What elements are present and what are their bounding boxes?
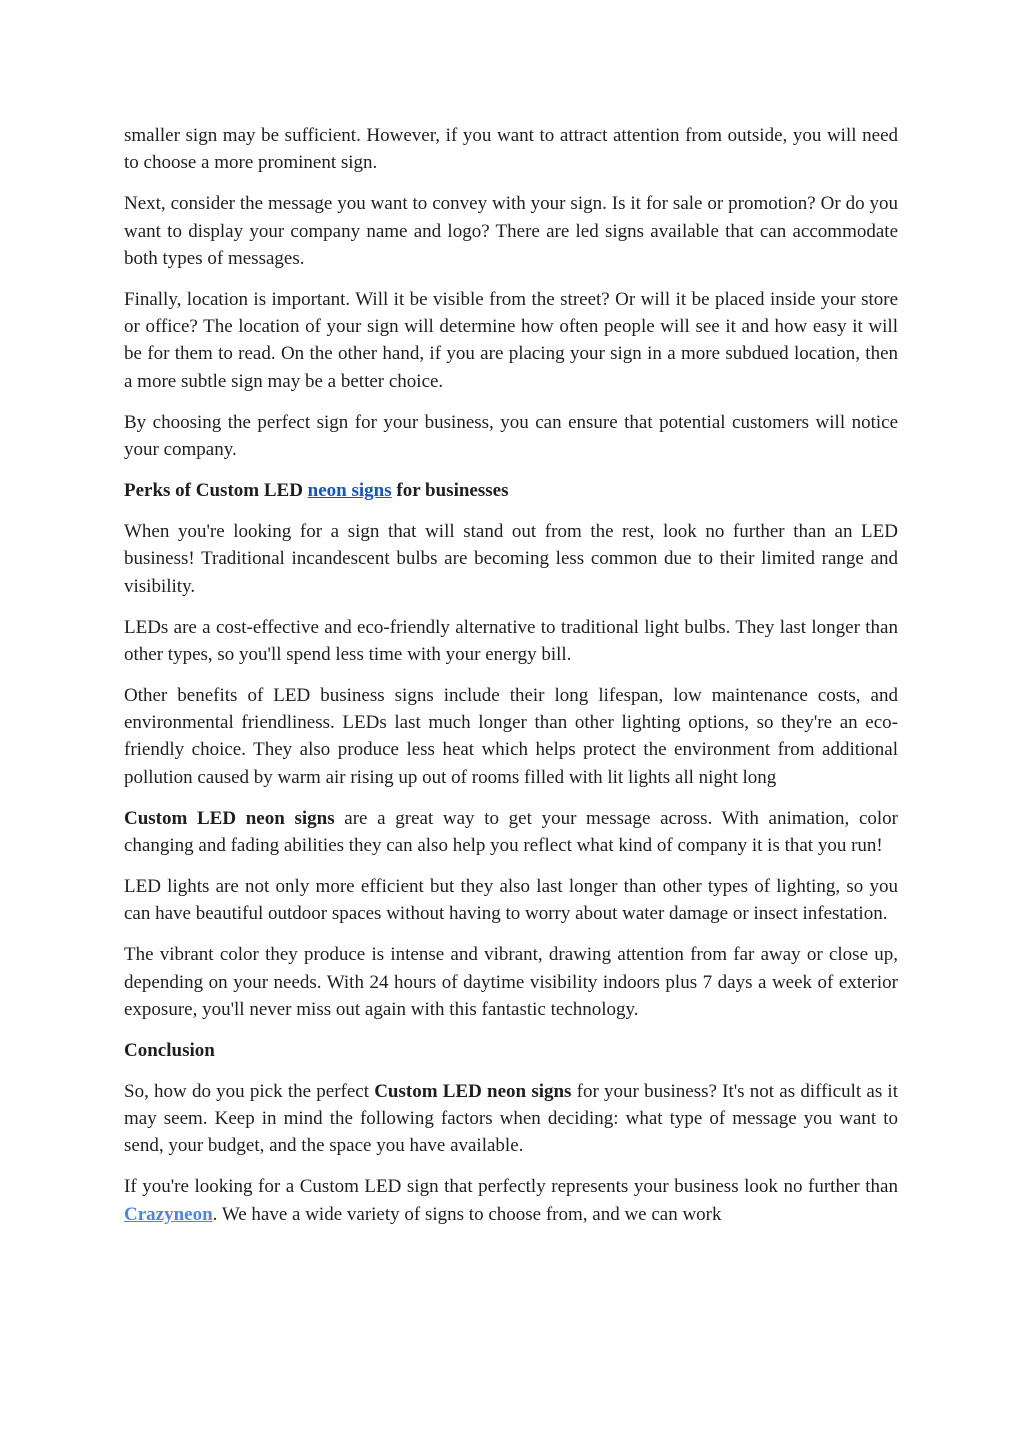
heading-perks-start: Perks of Custom LED	[124, 480, 308, 502]
heading-conclusion: Conclusion	[124, 1039, 215, 1061]
paragraph-efficient: LED lights are not only more efficient but they also last longer than other types of lighting, so you can have beautiful outdoor spaces without having to worry about water damage or insect infestation.	[124, 876, 898, 925]
pick-rest: for your business? It's not as difficult as it may seem. Keep in mind the following factors when deciding: what type of message you want to send, your budget, and the space you have available.	[124, 1080, 898, 1157]
heading-perks-end: for businesses	[391, 480, 509, 502]
heading-perks	[124, 477, 898, 504]
paragraph-choosing: By choosing the perfect sign for your business, you can ensure that potential customers will notice your company.	[124, 411, 898, 461]
document-body	[124, 122, 898, 1242]
paragraph-custom-led	[124, 805, 898, 860]
paragraph-cost-effective: LEDs are a cost-effective and eco-friendly alternative to traditional light bulbs. They last longer than other types, so you'll spend less time with your energy bill.	[124, 616, 898, 665]
crazyneon-link[interactable]: Crazyneon	[124, 1203, 213, 1225]
custom-led-bold: Custom LED neon signs	[124, 807, 335, 829]
paragraph-benefits: Other benefits of LED business signs include their long lifespan, low maintenance costs, and environmental friendliness. LEDs last much longer than other lighting options, so they're an eco-friendly choice. They also produce less heat which helps protect the environment from additional pollution caused by warm air rising up out of rooms filled with lit lights all night long	[124, 684, 898, 788]
pick-bold: Custom LED neon signs	[374, 1080, 572, 1102]
paragraph-stand-out: When you're looking for a sign that will stand out from the rest, look no further than an LED business! Traditional incandescent bulbs are becoming less common due to their limited range and visibility.	[124, 521, 898, 597]
paragraph-message: Next, consider the message you want to convey with your sign. Is it for sale or promotion? Or do you want to display your company name and logo? There are led signs available that can accommodate both types of messages.	[124, 193, 898, 269]
crazyneon-start: If you're looking for a Custom LED sign that perfectly represents your business look no further than	[124, 1176, 898, 1198]
paragraph-location: Finally, location is important. Will it be visible from the street? Or will it be placed inside your store or office? The location of your sign will determine how often people will see it and how easy it will be for them to read. On the other hand, if you are placing your sign in a more subdued location, then a more subtle sign may be a better choice.	[124, 288, 898, 392]
neon-signs-link[interactable]: neon signs	[307, 480, 392, 502]
paragraph-pick	[124, 1078, 898, 1160]
crazyneon-rest: . We have a wide variety of signs to choose from, and we can work	[212, 1203, 722, 1225]
paragraph-vibrant: The vibrant color they produce is intense and vibrant, drawing attention from far away or close up, depending on your needs. With 24 hours of daytime visibility indoors plus 7 days a week of exterior exposure, you'll never miss out again with this fantastic technology.	[124, 944, 898, 1020]
custom-led-rest: are a great way to get your message across. With animation, color changing and fading abilities they can also help you reflect what kind of company it is that you run!	[124, 807, 899, 857]
paragraph-crazyneon	[124, 1173, 898, 1228]
paragraph-sign-size: smaller sign may be sufficient. However, if you want to attract attention from outside, you will need to choose a more prominent sign.	[124, 125, 898, 174]
pick-start: So, how do you pick the perfect	[124, 1080, 375, 1102]
